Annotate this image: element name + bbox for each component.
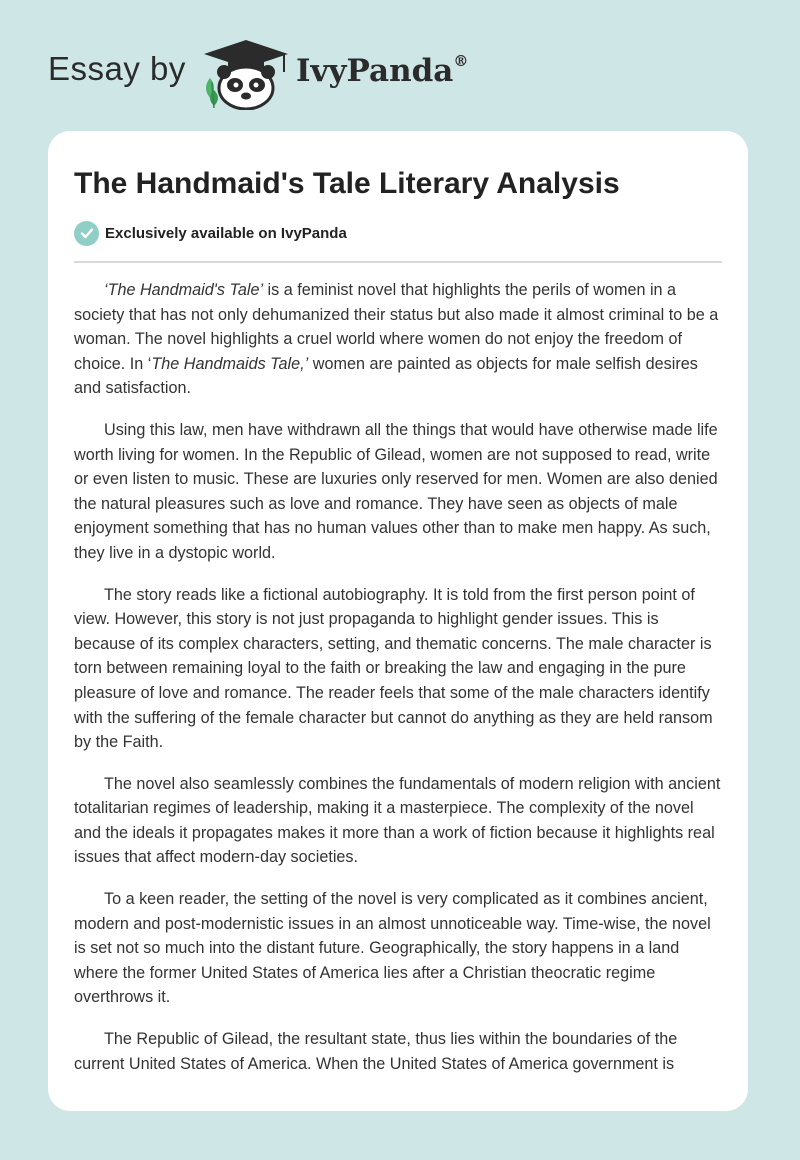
essay-title: The Handmaid's Tale Literary Analysis bbox=[74, 167, 620, 200]
check-circle-icon bbox=[74, 221, 99, 246]
paragraph: The story reads like a fictional autobiography. It is told from the first person point of view. However, this story is not just propaganda to highlight gender issues. This is because of its complex characters, setting, and thematic concerns. The male character is torn between remaining loyal to the faith or breaking the law and engaging in the pure pleasure of love and romance. The reader feels that some of the male characters identify with the suffering of the female character but cannot do anything as they are held ransom by the Faith. bbox=[74, 585, 713, 752]
novel-title-italic: ‘The Handmaid's Tale’ bbox=[104, 281, 264, 299]
divider bbox=[74, 261, 722, 263]
brand-text: IvyPanda bbox=[296, 53, 454, 89]
essay-by-label: Essay by bbox=[48, 50, 186, 87]
exclusive-badge bbox=[74, 220, 347, 246]
paragraph-text: is a feminist novel that highlights the perils of women in a society that has not only dehumanized their status but also made it almost criminal to be a woman. The novel highlights a cruel world where women do not enjoy the freedom of choice. In ‘ bbox=[74, 281, 719, 373]
novel-title-italic: The Handmaids Tale,’ bbox=[151, 354, 309, 373]
paragraph: The Republic of Gilead, the resultant state, thus lies within the boundaries of the current United States of America. When the United States of America government is bbox=[74, 1030, 678, 1073]
essay-body bbox=[74, 278, 724, 1093]
brand-name[interactable] bbox=[296, 53, 468, 89]
paragraph: To a keen reader, the setting of the novel is very complicated as it combines ancient, modern and post-modernistic issues in an almost unnoticeable way. Time-wise, the novel is set not so much into the distant future. Geographically, the story happens in a land where the former United States of America lies after a Christian theocratic regime overthrows it. bbox=[74, 890, 711, 1007]
panda-graduate-icon[interactable] bbox=[200, 38, 292, 110]
exclusive-label: Exclusively available on IvyPanda bbox=[105, 224, 347, 242]
essay-card bbox=[48, 131, 748, 1111]
paragraph bbox=[74, 278, 724, 401]
paragraph: Using this law, men have withdrawn all the things that would have otherwise made life worth living for women. In the Republic of Gilead, women are not supposed to read, write or even listen to music. These are luxuries only reserved for men. Women are also denied the natural pleasures such as love and romance. They have seen as objects of male enjoyment something that has no human values other than to make men happy. As such, they live in a dystopic world. bbox=[74, 420, 718, 562]
registered-mark: ® bbox=[453, 51, 469, 70]
paragraph-text: women are painted as objects for male selfish desires and satisfaction. bbox=[74, 354, 698, 398]
site-header bbox=[0, 0, 800, 130]
paragraph: The novel also seamlessly combines the fundamentals of modern religion with ancient totalitarian regimes of leadership, making it a masterpiece. The complexity of the novel and the ideals it propagates makes it more than a work of fiction because it highlights real issues that affect modern-day societies. bbox=[74, 774, 721, 867]
